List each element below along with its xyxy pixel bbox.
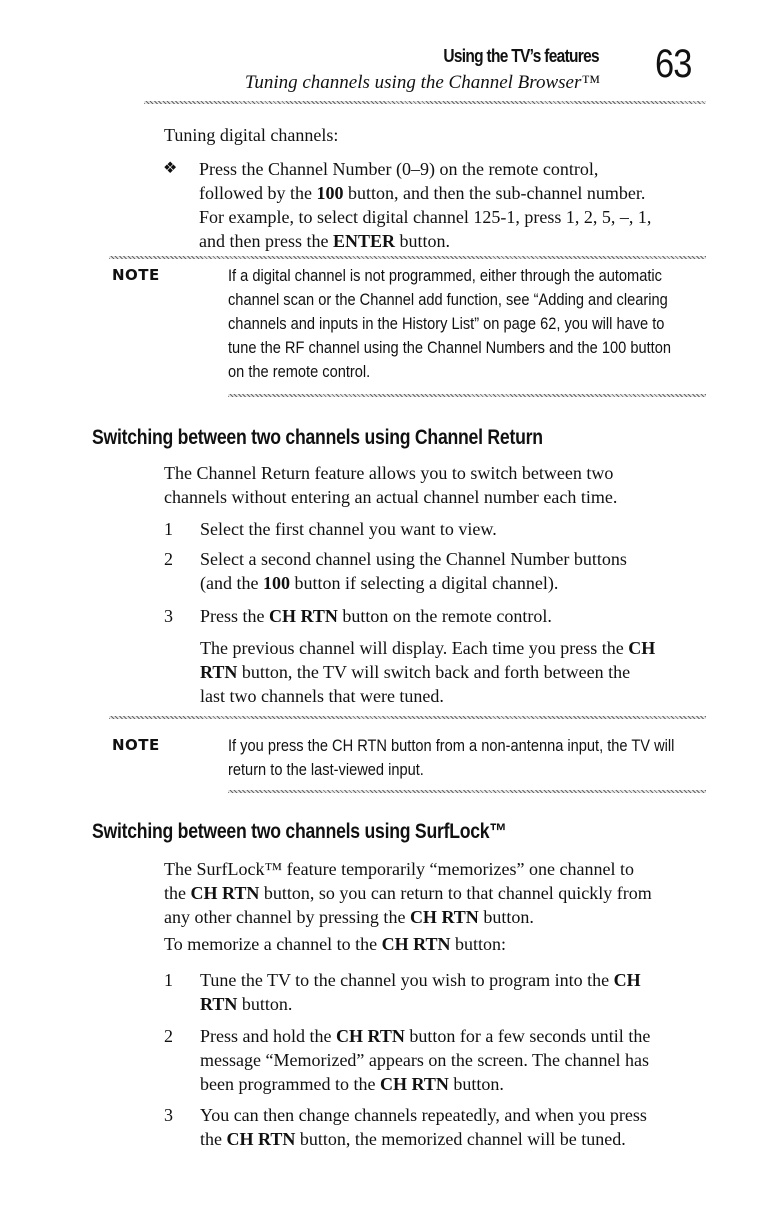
digital-intro: Tuning digital channels:: [164, 125, 339, 145]
note-label: NOTE: [112, 736, 160, 754]
note-line: If a digital channel is not programmed, either through the automatic: [228, 266, 662, 285]
step-number: 3: [164, 606, 173, 626]
note-top-divider: [109, 716, 706, 719]
channel-return-intro: The Channel Return feature allows you to switch between two channels without entering an actual channel number each time.: [164, 463, 618, 507]
note-line: If you press the CH RTN button from a non-antenna input, the TV will: [228, 736, 675, 755]
note-label: NOTE: [112, 266, 160, 284]
bullet-line: and then press the ENTER button.: [199, 231, 450, 251]
surflock-intro: The SurfLock™ feature temporarily “memorizes” one channel to the CH RTN button, so you can return to that channel quickly from any other channel by pressing the CH RTN button.: [164, 859, 652, 927]
digital-bullet-text: [199, 157, 719, 253]
memorize-intro: To memorize a channel to the CH RTN button:: [164, 934, 507, 954]
bullet-line: followed by the 100 button, and then the sub-channel number.: [199, 183, 646, 203]
step-number: 3: [164, 1105, 173, 1125]
note-line: tune the RF channel using the Channel Numbers and the 100 button: [228, 338, 671, 357]
step-number: 1: [164, 970, 173, 990]
section-heading-channel-return: Switching between two channels using Channel Return: [92, 426, 543, 449]
step-text: Tune the TV to the channel you wish to program into the CH RTN button.: [200, 970, 641, 1014]
step-3-continuation: The previous channel will display. Each time you press the CH RTN button, the TV will switch back and forth between the last two channels that were tuned.: [200, 638, 656, 706]
step-number: 2: [164, 549, 173, 569]
note-line: channels and inputs in the History List” on page 62, you will have to: [228, 314, 665, 333]
note-bottom-divider: [228, 790, 706, 793]
step-number: 1: [164, 519, 173, 539]
note-bottom-divider: [228, 394, 706, 397]
page-number: 63: [655, 42, 692, 86]
note-text: [228, 734, 684, 782]
diamond-bullet-icon: ❖: [163, 160, 178, 177]
bullet-line: Press the Channel Number (0–9) on the remote control,: [199, 159, 599, 179]
running-header-subtitle: Tuning channels using the Channel Browser™: [244, 72, 600, 93]
note-top-divider: [109, 256, 706, 259]
header-divider: [144, 101, 706, 104]
running-header-title: Using the TV’s features: [443, 46, 599, 66]
note-line: channel scan or the Channel add function, see “Adding and clearing: [228, 290, 668, 309]
step-text: Press and hold the CH RTN button for a few seconds until the message “Memorized” appears on the screen. The channel has been programmed to the CH RTN button.: [200, 1026, 651, 1094]
step-text: Select a second channel using the Channel Number buttons (and the 100 button if selecting a digital channel).: [200, 549, 627, 593]
step-text: You can then change channels repeatedly, and when you press the CH RTN button, the memorized channel will be tuned.: [200, 1105, 647, 1149]
step-text: Select the first channel you want to view.: [200, 519, 497, 539]
bullet-line: For example, to select digital channel 125-1, press 1, 2, 5, –, 1,: [199, 207, 652, 227]
note-line: on the remote control.: [228, 362, 371, 381]
step-number: 2: [164, 1026, 173, 1046]
note-text: [228, 264, 684, 384]
section-heading-surflock: Switching between two channels using SurfLock™: [92, 820, 507, 843]
step-text: Press the CH RTN button on the remote control.: [200, 606, 552, 626]
note-line: return to the last-viewed input.: [228, 760, 424, 779]
